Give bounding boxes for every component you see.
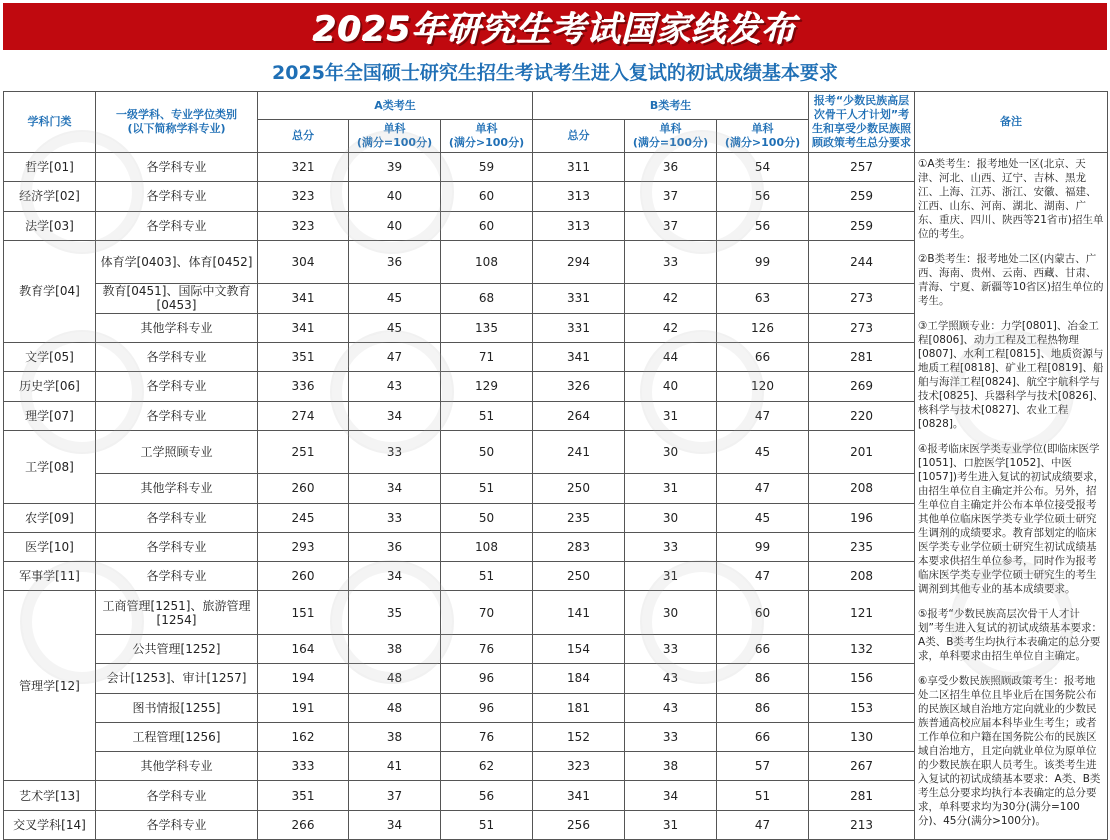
cell-b-s100: 31 — [625, 474, 717, 503]
cell-major: 各学科专业 — [96, 372, 258, 401]
cell-a-s100: 36 — [349, 240, 441, 283]
cell-minority: 259 — [809, 211, 915, 240]
cell-minority: 220 — [809, 401, 915, 430]
cell-b-s100p: 86 — [717, 664, 809, 693]
cell-category: 管理学[12] — [4, 591, 96, 781]
cell-a-s100: 45 — [349, 313, 441, 342]
header-a-singleover100 — [441, 120, 533, 153]
cell-b-s100: 42 — [625, 284, 717, 313]
cell-b-total: 184 — [533, 664, 625, 693]
cell-b-s100: 30 — [625, 430, 717, 473]
cell-minority: 267 — [809, 752, 915, 781]
cell-b-total: 241 — [533, 430, 625, 473]
header-a-total: 总分 — [258, 120, 349, 153]
header-sublabel: (满分>100分) — [724, 136, 801, 149]
cell-b-s100: 33 — [625, 634, 717, 663]
cell-b-total: 181 — [533, 693, 625, 722]
cell-b-s100p: 47 — [717, 474, 809, 503]
cell-major: 各学科专业 — [96, 211, 258, 240]
cell-b-s100p: 47 — [717, 810, 809, 839]
cell-minority: 259 — [809, 182, 915, 211]
header-sublabel: (满分=100分) — [632, 136, 709, 149]
header-sublabel: (满分>100分) — [448, 136, 525, 149]
cell-b-s100p: 45 — [717, 430, 809, 473]
cell-category: 农学[09] — [4, 503, 96, 532]
cell-b-s100p: 99 — [717, 240, 809, 283]
cell-a-s100: 34 — [349, 474, 441, 503]
cell-major: 工程管理[1256] — [96, 722, 258, 751]
cell-b-s100p: 45 — [717, 503, 809, 532]
cell-a-total: 293 — [258, 532, 349, 561]
cell-b-total: 294 — [533, 240, 625, 283]
cell-major: 其他学科专业 — [96, 752, 258, 781]
cell-b-total: 331 — [533, 313, 625, 342]
cell-b-s100: 42 — [625, 313, 717, 342]
cell-a-s100p: 96 — [441, 693, 533, 722]
cell-b-s100: 36 — [625, 153, 717, 182]
header-minority-line: 报考“少数民族高层 — [813, 94, 910, 107]
cell-major: 各学科专业 — [96, 532, 258, 561]
cell-major: 各学科专业 — [96, 810, 258, 839]
cell-minority: 132 — [809, 634, 915, 663]
cell-b-s100p: 66 — [717, 634, 809, 663]
cell-b-total: 154 — [533, 634, 625, 663]
note-item: ②B类考生：报考地处二区(内蒙古、广西、海南、贵州、云南、西藏、甘肃、青海、宁夏、新疆等10省区)招生单位的考生。 — [918, 253, 1104, 307]
cell-a-s100p: 51 — [441, 562, 533, 591]
cell-a-s100p: 50 — [441, 430, 533, 473]
cell-a-total: 260 — [258, 562, 349, 591]
cell-major: 各学科专业 — [96, 562, 258, 591]
header-category: 学科门类 — [4, 92, 96, 153]
cell-a-s100: 39 — [349, 153, 441, 182]
cell-a-s100: 38 — [349, 634, 441, 663]
header-sublabel: (满分=100分) — [356, 136, 433, 149]
note-item: ⑥享受少数民族照顾政策考生：报考地处二区招生单位且毕业后在国务院公布的民族区域自治地方定向就业的少数民族普通高校应届本科毕业生考生；或者工作单位和户籍在国务院公布的民族区域自治地方，且定向就业单位为原单位的少数民族在职人员考生。该类考生进入复试的初试成绩基本要求：A类、B类考生总分要求均执行本表确定的总分要求，单科要求均为30分(满分=100分)、45分(满分>100分)。 — [918, 675, 1101, 827]
cell-a-s100p: 51 — [441, 474, 533, 503]
cell-major: 其他学科专业 — [96, 313, 258, 342]
header-minority — [809, 92, 915, 153]
cell-b-s100p: 47 — [717, 562, 809, 591]
cell-minority: 281 — [809, 781, 915, 810]
cell-category: 哲学[01] — [4, 153, 96, 182]
cell-a-total: 274 — [258, 401, 349, 430]
header-major-main: 一级学科、专业学位类别 — [116, 108, 237, 121]
cell-a-s100p: 108 — [441, 240, 533, 283]
cell-a-s100p: 60 — [441, 182, 533, 211]
cell-minority: 273 — [809, 284, 915, 313]
cell-b-total: 313 — [533, 211, 625, 240]
cell-category: 教育学[04] — [4, 240, 96, 342]
cell-b-s100: 30 — [625, 591, 717, 634]
cell-b-s100: 33 — [625, 722, 717, 751]
cell-major: 教育[0451]、国际中文教育[0453] — [96, 284, 258, 313]
cell-minority: 281 — [809, 342, 915, 371]
cell-a-s100: 36 — [349, 532, 441, 561]
cell-a-total: 321 — [258, 153, 349, 182]
header-b-total: 总分 — [533, 120, 625, 153]
cell-a-total: 323 — [258, 182, 349, 211]
cell-a-total: 266 — [258, 810, 349, 839]
cell-b-s100p: 57 — [717, 752, 809, 781]
cell-a-total: 191 — [258, 693, 349, 722]
note-item: ①A类考生：报考地处一区(北京、天津、河北、山西、辽宁、吉林、黑龙江、上海、江苏、浙江、安徽、福建、江西、山东、河南、湖北、湖南、广东、重庆、四川、陕西等21省市)招生单位的考生。 — [918, 158, 1104, 240]
cell-a-s100: 34 — [349, 401, 441, 430]
cell-minority: 208 — [809, 474, 915, 503]
note-item: ③工学照顾专业：力学[0801]、冶金工程[0806]、动力工程及工程热物理[0807]、水利工程[0815]、地质资源与地质工程[0818]、矿业工程[0819]、船舶与海洋工程[0824]、航空宇航科学与技术[0825]、兵器科学与技术[0826]、核科学与技术[0827]、农业工程[0828]。 — [918, 320, 1104, 430]
cell-a-total: 341 — [258, 284, 349, 313]
cell-b-s100: 34 — [625, 781, 717, 810]
cell-major: 会计[1253]、审计[1257] — [96, 664, 258, 693]
cell-major: 各学科专业 — [96, 182, 258, 211]
cell-a-s100p: 76 — [441, 722, 533, 751]
cell-b-s100: 38 — [625, 752, 717, 781]
cell-category: 经济学[02] — [4, 182, 96, 211]
note-item: ④报考临床医学类专业学位(即临床医学[1051]、口腔医学[1052]、中医[1057])考生进入复试的初试成绩要求，由招生单位自主确定并公布。另外，招生单位自主确定并公布本单位接受报考其他单位临床医学类专业学位硕士研究生调剂的成绩要求。教育部划定的临床医学类专业学位硕士研究生初试成绩基本要求供招生单位参考，同时作为报考临床医学类专业学位硕士研究生的考生调剂到其他专业的基本成绩要求。 — [918, 443, 1105, 595]
cell-a-s100p: 51 — [441, 401, 533, 430]
cell-a-total: 162 — [258, 722, 349, 751]
cell-b-s100p: 66 — [717, 722, 809, 751]
header-notes: 备注 — [915, 92, 1108, 153]
cell-a-s100: 45 — [349, 284, 441, 313]
cell-b-total: 331 — [533, 284, 625, 313]
cell-category: 文学[05] — [4, 342, 96, 371]
cell-a-s100: 33 — [349, 430, 441, 473]
cell-a-total: 260 — [258, 474, 349, 503]
title-banner — [3, 3, 1107, 50]
cell-b-total: 313 — [533, 182, 625, 211]
cell-b-s100: 40 — [625, 372, 717, 401]
cell-b-s100p: 86 — [717, 693, 809, 722]
cell-a-s100: 34 — [349, 810, 441, 839]
cell-major: 各学科专业 — [96, 342, 258, 371]
cell-b-s100p: 51 — [717, 781, 809, 810]
cell-b-total: 341 — [533, 781, 625, 810]
cell-major: 各学科专业 — [96, 153, 258, 182]
cell-a-s100: 40 — [349, 211, 441, 240]
cell-major: 工学照顾专业 — [96, 430, 258, 473]
cell-b-s100: 31 — [625, 810, 717, 839]
cell-a-total: 151 — [258, 591, 349, 634]
cell-b-s100: 43 — [625, 664, 717, 693]
header-major — [96, 92, 258, 153]
cell-minority: 201 — [809, 430, 915, 473]
cell-major: 公共管理[1252] — [96, 634, 258, 663]
cell-a-s100p: 50 — [441, 503, 533, 532]
cell-major: 体育学[0403]、体育[0452] — [96, 240, 258, 283]
cell-a-total: 351 — [258, 781, 349, 810]
cell-b-total: 141 — [533, 591, 625, 634]
cell-minority: 130 — [809, 722, 915, 751]
cell-b-total: 250 — [533, 562, 625, 591]
cell-a-s100p: 68 — [441, 284, 533, 313]
cell-b-total: 250 — [533, 474, 625, 503]
cell-b-s100: 37 — [625, 211, 717, 240]
cell-b-total: 152 — [533, 722, 625, 751]
cell-a-s100: 34 — [349, 562, 441, 591]
cell-category: 工学[08] — [4, 430, 96, 503]
table-row — [4, 153, 1108, 182]
header-label: 单科 — [383, 122, 406, 135]
cell-category: 历史学[06] — [4, 372, 96, 401]
cell-a-s100: 48 — [349, 664, 441, 693]
cell-minority: 153 — [809, 693, 915, 722]
cell-b-total: 235 — [533, 503, 625, 532]
cell-a-total: 336 — [258, 372, 349, 401]
cell-a-s100: 33 — [349, 503, 441, 532]
cell-a-s100p: 60 — [441, 211, 533, 240]
header-b-singleover100 — [717, 120, 809, 153]
cell-minority: 273 — [809, 313, 915, 342]
cell-a-s100p: 135 — [441, 313, 533, 342]
cell-b-s100p: 47 — [717, 401, 809, 430]
cell-a-total: 351 — [258, 342, 349, 371]
cell-b-total: 311 — [533, 153, 625, 182]
header-minority-line: 次骨干人才计划”考 — [813, 108, 910, 121]
header-major-sub: (以下简称学科专业) — [127, 122, 226, 135]
cell-a-s100p: 70 — [441, 591, 533, 634]
cell-minority: 156 — [809, 664, 915, 693]
cell-category: 医学[10] — [4, 532, 96, 561]
cell-major: 图书情报[1255] — [96, 693, 258, 722]
header-a-single100 — [349, 120, 441, 153]
cell-a-total: 164 — [258, 634, 349, 663]
cell-minority: 196 — [809, 503, 915, 532]
cell-category: 军事学[11] — [4, 562, 96, 591]
cell-a-s100p: 62 — [441, 752, 533, 781]
cell-a-s100: 48 — [349, 693, 441, 722]
header-group-b: B类考生 — [533, 92, 809, 120]
cell-b-total: 341 — [533, 342, 625, 371]
cell-b-total: 326 — [533, 372, 625, 401]
cell-category: 交叉学科[14] — [4, 810, 96, 839]
cell-category: 艺术学[13] — [4, 781, 96, 810]
cell-a-s100: 38 — [349, 722, 441, 751]
cell-b-s100p: 54 — [717, 153, 809, 182]
cell-a-s100p: 76 — [441, 634, 533, 663]
cell-b-s100p: 66 — [717, 342, 809, 371]
cell-a-total: 245 — [258, 503, 349, 532]
cell-b-s100: 37 — [625, 182, 717, 211]
cell-a-s100: 43 — [349, 372, 441, 401]
cell-b-s100: 44 — [625, 342, 717, 371]
cell-major: 各学科专业 — [96, 401, 258, 430]
cell-a-s100p: 51 — [441, 810, 533, 839]
header-label: 单科 — [751, 122, 774, 135]
cell-minority: 208 — [809, 562, 915, 591]
header-label: 单科 — [659, 122, 682, 135]
cell-b-s100: 31 — [625, 401, 717, 430]
cell-a-total: 304 — [258, 240, 349, 283]
cell-a-total: 333 — [258, 752, 349, 781]
cell-b-s100: 33 — [625, 532, 717, 561]
cell-minority: 121 — [809, 591, 915, 634]
cell-minority: 213 — [809, 810, 915, 839]
cell-major: 工商管理[1251]、旅游管理[1254] — [96, 591, 258, 634]
cell-b-s100: 43 — [625, 693, 717, 722]
cell-b-s100p: 63 — [717, 284, 809, 313]
cell-a-s100: 37 — [349, 781, 441, 810]
cell-a-s100p: 71 — [441, 342, 533, 371]
cell-b-s100p: 56 — [717, 182, 809, 211]
cell-major: 各学科专业 — [96, 503, 258, 532]
header-minority-line: 顾政策考生总分要求 — [812, 136, 912, 149]
cell-b-s100p: 126 — [717, 313, 809, 342]
score-requirements-table — [3, 91, 1108, 840]
cell-minority: 269 — [809, 372, 915, 401]
cell-a-total: 323 — [258, 211, 349, 240]
cell-b-total: 283 — [533, 532, 625, 561]
cell-category: 理学[07] — [4, 401, 96, 430]
header-label: 单科 — [475, 122, 498, 135]
header-minority-line: 生和享受少数民族照 — [812, 122, 912, 135]
cell-a-s100p: 59 — [441, 153, 533, 182]
cell-a-total: 194 — [258, 664, 349, 693]
cell-category: 法学[03] — [4, 211, 96, 240]
header-group-a: A类考生 — [258, 92, 533, 120]
note-item: ⑤报考“少数民族高层次骨干人才计划”考生进入复试的初试成绩基本要求：A类、B类考生均执行本表确定的总分要求，单科要求由招生单位自主确定。 — [918, 608, 1102, 662]
cell-minority: 257 — [809, 153, 915, 182]
cell-b-s100p: 99 — [717, 532, 809, 561]
cell-minority: 244 — [809, 240, 915, 283]
header-b-single100 — [625, 120, 717, 153]
cell-a-s100p: 108 — [441, 532, 533, 561]
cell-b-s100: 31 — [625, 562, 717, 591]
cell-b-s100: 30 — [625, 503, 717, 532]
cell-b-total: 264 — [533, 401, 625, 430]
cell-a-s100p: 129 — [441, 372, 533, 401]
cell-a-s100: 35 — [349, 591, 441, 634]
cell-a-total: 341 — [258, 313, 349, 342]
cell-a-s100: 47 — [349, 342, 441, 371]
cell-a-s100: 40 — [349, 182, 441, 211]
cell-b-total: 323 — [533, 752, 625, 781]
cell-a-s100: 41 — [349, 752, 441, 781]
page-subtitle: 2025年全国硕士研究生招生考试考生进入复试的初试成绩基本要求 — [272, 62, 838, 84]
cell-a-total: 251 — [258, 430, 349, 473]
cell-b-s100p: 120 — [717, 372, 809, 401]
cell-major: 其他学科专业 — [96, 474, 258, 503]
cell-minority: 235 — [809, 532, 915, 561]
cell-a-s100p: 96 — [441, 664, 533, 693]
cell-b-total: 256 — [533, 810, 625, 839]
notes-cell — [915, 153, 1108, 840]
cell-b-s100p: 56 — [717, 211, 809, 240]
cell-major: 各学科专业 — [96, 781, 258, 810]
banner-title: 2025年研究生考试国家线发布 — [313, 10, 797, 50]
cell-b-s100p: 60 — [717, 591, 809, 634]
cell-a-s100p: 56 — [441, 781, 533, 810]
cell-b-s100: 33 — [625, 240, 717, 283]
